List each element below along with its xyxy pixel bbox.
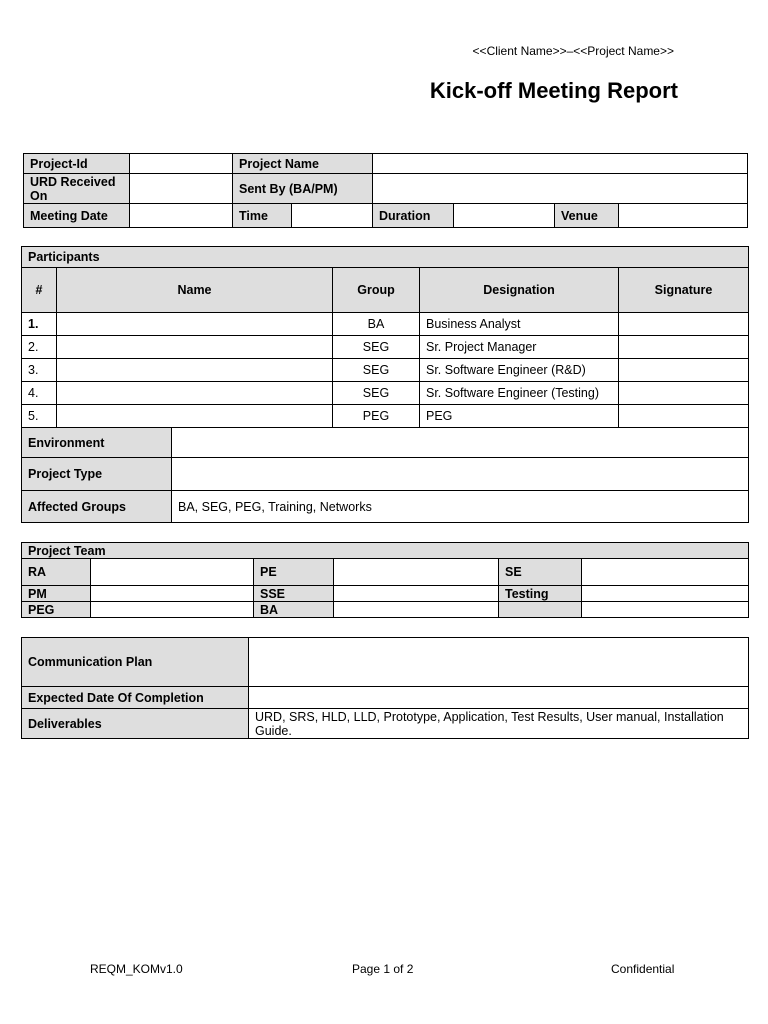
participant-signature-cell[interactable] [619,382,749,405]
communication-plan-value[interactable] [249,638,749,687]
participant-group: PEG [333,405,420,428]
participants-table [21,246,749,523]
project-type-value[interactable] [172,458,749,491]
participant-group: SEG [333,336,420,359]
col-header-group: Group [333,268,420,313]
venue-label: Venue [555,204,619,228]
environment-value[interactable] [172,428,749,458]
urd-received-value[interactable] [130,174,233,204]
meeting-date-value[interactable] [130,204,233,228]
participant-designation: Business Analyst [420,313,619,336]
sse-value[interactable] [334,586,499,602]
table-row [22,313,749,336]
urd-received-label: URD Received On [24,174,130,204]
participant-group: SEG [333,359,420,382]
peg-label: PEG [22,602,91,618]
footer-doc-id: REQM_KOMv1.0 [90,962,183,976]
participant-designation: Sr. Project Manager [420,336,619,359]
col-header-signature: Signature [619,268,749,313]
pm-label: PM [22,586,91,602]
testing-label: Testing [499,586,582,602]
client-project-header: <<Client Name>>–<<Project Name>> [472,44,674,58]
participant-name-cell[interactable] [57,313,333,336]
table-row [22,336,749,359]
row-number: 5. [22,405,57,428]
participant-designation: PEG [420,405,619,428]
table-row [22,359,749,382]
row-number: 2. [22,336,57,359]
duration-label: Duration [373,204,454,228]
project-team-section-label: Project Team [22,543,749,559]
project-id-label: Project-Id [24,154,130,174]
project-id-value[interactable] [130,154,233,174]
table-row [22,405,749,428]
ba-value[interactable] [334,602,499,618]
participant-designation: Sr. Software Engineer (R&D) [420,359,619,382]
sent-by-value[interactable] [373,174,748,204]
affected-groups-label: Affected Groups [22,491,172,523]
participant-signature-cell[interactable] [619,336,749,359]
deliverables-value: URD, SRS, HLD, LLD, Prototype, Application, Test Results, User manual, Installation Guide. [249,709,749,739]
pe-label: PE [254,559,334,586]
pe-value[interactable] [334,559,499,586]
environment-label: Environment [22,428,172,458]
participants-section-label: Participants [22,247,749,268]
empty-label-cell [499,602,582,618]
sse-label: SSE [254,586,334,602]
col-header-name: Name [57,268,333,313]
ra-label: RA [22,559,91,586]
time-label: Time [233,204,292,228]
table-row [22,382,749,405]
row-number: 1. [22,313,57,336]
empty-value-cell[interactable] [582,602,749,618]
project-info-table [23,153,748,228]
project-name-value[interactable] [373,154,748,174]
completion-date-label: Expected Date Of Completion [22,687,249,709]
project-name-label: Project Name [233,154,373,174]
participant-signature-cell[interactable] [619,359,749,382]
ba-label: BA [254,602,334,618]
peg-value[interactable] [91,602,254,618]
participant-group: BA [333,313,420,336]
project-team-table [21,542,749,618]
participant-designation: Sr. Software Engineer (Testing) [420,382,619,405]
participant-group: SEG [333,382,420,405]
communication-plan-label: Communication Plan [22,638,249,687]
report-title: Kick-off Meeting Report [429,78,678,103]
col-header-designation: Designation [420,268,619,313]
participant-signature-cell[interactable] [619,313,749,336]
footer-page-number: Page 1 of 2 [352,962,414,976]
row-number: 4. [22,382,57,405]
plan-table [21,637,749,739]
pm-value[interactable] [91,586,254,602]
meeting-date-label: Meeting Date [24,204,130,228]
affected-groups-value: BA, SEG, PEG, Training, Networks [172,491,749,523]
duration-value[interactable] [454,204,555,228]
ra-value[interactable] [91,559,254,586]
col-header-number: # [22,268,57,313]
completion-date-value[interactable] [249,687,749,709]
participant-name-cell[interactable] [57,336,333,359]
footer-classification: Confidential [611,962,675,976]
se-label: SE [499,559,582,586]
row-number: 3. [22,359,57,382]
time-value[interactable] [292,204,373,228]
participant-name-cell[interactable] [57,359,333,382]
se-value[interactable] [582,559,749,586]
venue-value[interactable] [619,204,748,228]
deliverables-label: Deliverables [22,709,249,739]
participant-name-cell[interactable] [57,405,333,428]
project-type-label: Project Type [22,458,172,491]
sent-by-label: Sent By (BA/PM) [233,174,373,204]
testing-value[interactable] [582,586,749,602]
participant-name-cell[interactable] [57,382,333,405]
participant-signature-cell[interactable] [619,405,749,428]
